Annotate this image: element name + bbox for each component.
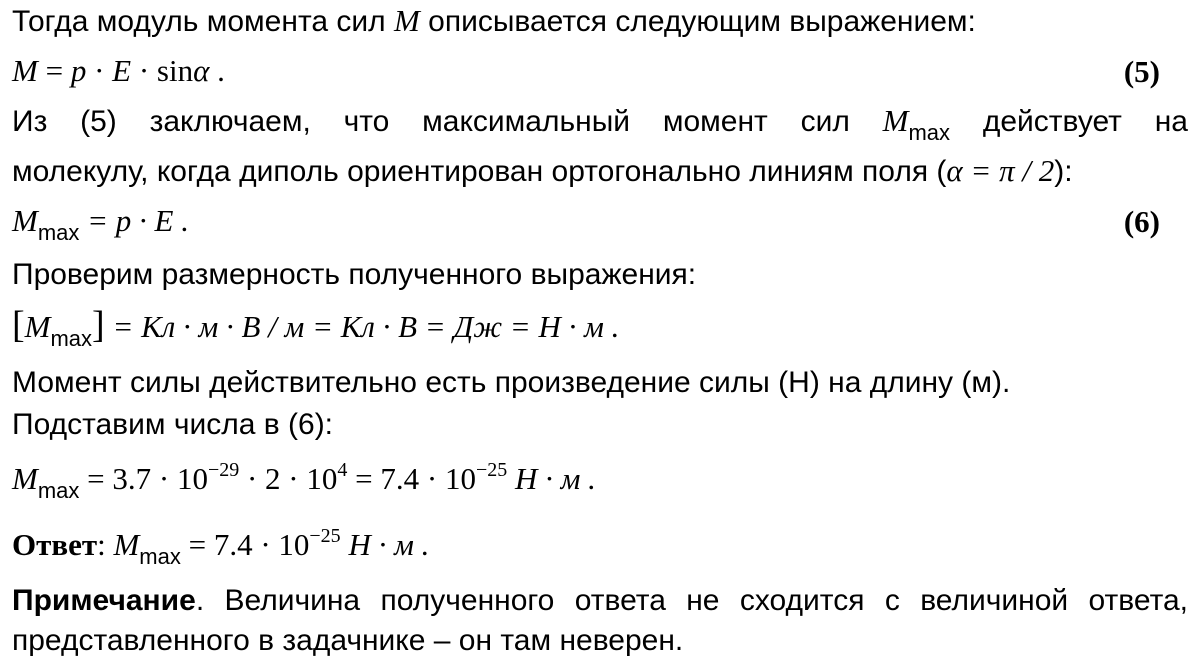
math-expression: = 7.4 · 10: [180, 527, 310, 562]
math-variable: M: [12, 53, 38, 88]
math-superscript: −25: [475, 459, 508, 481]
math-period: :: [97, 527, 114, 562]
text-line-1: [12, 4, 976, 39]
math-period: .: [217, 53, 225, 88]
text-fragment: Подставим числа в (6):: [12, 408, 334, 441]
math-subscript: max: [908, 120, 951, 145]
math-unit: Н · м .: [507, 461, 596, 496]
math-superscript: −29: [207, 459, 240, 481]
math-subscript: max: [50, 326, 93, 351]
math-variable: p: [70, 53, 87, 88]
text-fragment: . Величина полученного ответа не сходится с величиной ответа,: [195, 584, 1188, 617]
math-subscript: max: [37, 220, 80, 245]
math-superscript: −25: [309, 525, 341, 547]
math-superscript: 4: [337, 459, 348, 481]
math-operator: ·: [94, 53, 105, 88]
text-fragment: Из (5) заключаем, что максимальный момент сил: [12, 105, 850, 138]
text-fragment: Тогда модуль момента сил: [12, 5, 386, 38]
math-expression: = 3.7 · 10: [79, 461, 208, 496]
text-fragment: действует на: [982, 105, 1188, 138]
math-expression: = Кл · м · В / м = Кл · В = Дж = Н · м .: [104, 309, 620, 344]
text-line-3: [12, 103, 1188, 145]
text-line-6: [12, 258, 696, 292]
math-bracket: [: [12, 304, 25, 346]
math-variable: M: [882, 103, 909, 138]
math-mmax: [882, 103, 951, 145]
answer-label: Ответ: [12, 527, 98, 562]
math-variable: M: [24, 309, 51, 344]
dimension-equation: [12, 304, 620, 351]
math-expression: α = π / 2: [946, 153, 1055, 188]
text-fragment: описывается следующим выражением:: [428, 5, 976, 38]
answer-line: [12, 525, 430, 569]
text-line-8: [12, 366, 1010, 400]
text-fragment: представленного в задачнике – он там неверен.: [12, 624, 684, 657]
math-function: sin: [156, 53, 194, 88]
text-line-4: [12, 154, 1073, 189]
math-operator: =: [45, 53, 64, 88]
equation-6: [12, 203, 189, 245]
text-fragment: молекулу, когда диполь ориентирован ортогонально линиям поля (: [12, 155, 947, 188]
equation-number-5: (5): [1123, 54, 1160, 89]
math-variable: E: [112, 53, 132, 88]
math-unit: Н · м .: [340, 527, 430, 562]
note-line-2: [12, 624, 683, 658]
equation-number-6: (6): [1123, 204, 1160, 239]
math-variable: M: [113, 527, 140, 562]
math-expression: · 2 · 10: [239, 461, 338, 496]
note-label: Примечание: [12, 584, 196, 617]
text-fragment: ):: [1054, 155, 1073, 188]
calculation-equation: [12, 459, 596, 503]
math-variable: α: [193, 53, 210, 88]
math-variable: M: [12, 203, 38, 238]
text-fragment: Момент силы действительно есть произведение силы (Н) на длину (м).: [12, 366, 1011, 399]
text-line-9: [12, 408, 333, 442]
math-variable: M: [12, 461, 38, 496]
math-operator: ·: [138, 53, 150, 88]
math-bracket: ]: [92, 304, 105, 346]
equation-5: [12, 54, 225, 88]
math-subscript: max: [139, 544, 181, 569]
math-expression: = p · E .: [79, 203, 189, 238]
note-line-1: [12, 584, 1188, 618]
text-fragment: Проверим размерность полученного выражения:: [12, 258, 697, 291]
math-subscript: max: [37, 478, 80, 503]
math-expression: = 7.4 · 10: [347, 461, 476, 496]
math-variable: M: [393, 3, 420, 38]
